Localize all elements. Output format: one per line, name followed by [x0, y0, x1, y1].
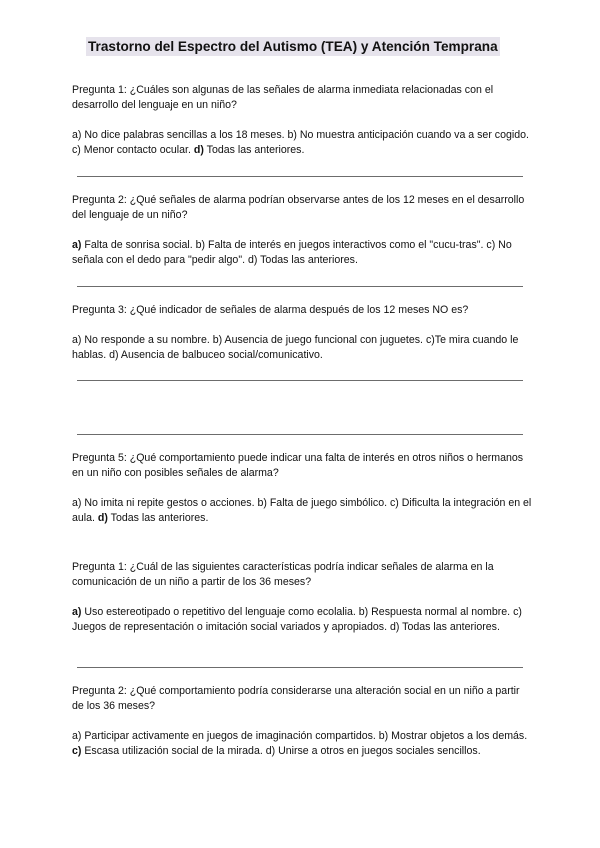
answer-options [72, 238, 532, 268]
separator-line [77, 286, 523, 287]
question-text: Pregunta 1: ¿Cuáles son algunas de las señales de alarma inmediata relacionadas con el desarrollo del lenguaje en un niño? [72, 84, 494, 111]
answer-options [72, 128, 532, 158]
question-text: Pregunta 2: ¿Qué señales de alarma podrían observarse antes de los 12 meses en el desarrollo del lenguaje de un niño? [72, 194, 525, 221]
answer-segment-bold: d) [193, 144, 204, 156]
separator-line [77, 176, 523, 177]
answer-segment: a) Participar activamente en juegos de imaginación compartidos. b) Mostrar objetos a los demás. [72, 730, 528, 742]
separator-line [77, 380, 523, 381]
answer-segment: Uso estereotipado o repetitivo del lenguaje como ecolalia. b) Respuesta normal al nombre. c) Juegos de representación o imitación social variados y apropiados. d) Todas las anteriores. [72, 606, 522, 633]
separator-line [77, 434, 523, 435]
question-text: Pregunta 2: ¿Qué comportamiento podría considerarse una alteración social en un niño a partir de los 36 meses? [72, 685, 520, 712]
answer-segment: a) No imita ni repite gestos o acciones. b) Falta de juego simbólico. c) Dificulta la integración en el aula. [72, 497, 532, 524]
question-block-1 [72, 83, 532, 158]
answer-segment-bold: a) [72, 606, 82, 618]
answer-segment: Escasa utilización social de la mirada. d) Unirse a otros en juegos sociales sencillos. [81, 745, 481, 757]
answer-segment: Todas las anteriores. [203, 144, 305, 156]
question-block-4 [72, 451, 532, 526]
answer-segment-bold: d) [97, 512, 108, 524]
answer-segment: a) No dice palabras sencillas a los 18 meses. b) No muestra anticipación cuando va a ser cogido. c) Menor contacto ocular. [72, 129, 529, 156]
answer-options [72, 605, 532, 635]
answer-segment: Falta de sonrisa social. b) Falta de interés en juegos interactivos como el "cucu-tras". c) No señala con el dedo para "pedir algo". d) Todas las anteriores. [72, 239, 512, 266]
answer-segment: a) No responde a su nombre. b) Ausencia de juego funcional con juguetes. c)Te mira cuando le hablas. d) Ausencia de balbuceo social/comunicativo. [72, 334, 519, 361]
question-block-5 [72, 560, 532, 635]
answer-segment: Todas las anteriores. [107, 512, 209, 524]
answer-segment-bold: a) [72, 239, 82, 251]
question-text: Pregunta 5: ¿Qué comportamiento puede indicar una falta de interés en otros niños o hermanos en un niño con posibles señales de alarma? [72, 452, 524, 479]
question-block-2 [72, 193, 532, 268]
question-block-6 [72, 684, 532, 759]
question-text: Pregunta 1: ¿Cuál de las siguientes características podría indicar señales de alarma en la comunicación de un niño a partir de los 36 meses? [72, 561, 494, 588]
separator-line [77, 667, 523, 668]
question-text: Pregunta 3: ¿Qué indicador de señales de alarma después de los 12 meses NO es? [72, 304, 469, 316]
answer-segment-bold: c) [72, 745, 82, 757]
answer-options [72, 729, 532, 759]
answer-options [72, 333, 532, 363]
document-title: Trastorno del Espectro del Autismo (TEA) y Atención Temprana [88, 39, 498, 54]
answer-options [72, 496, 532, 526]
question-block-3 [72, 303, 532, 363]
